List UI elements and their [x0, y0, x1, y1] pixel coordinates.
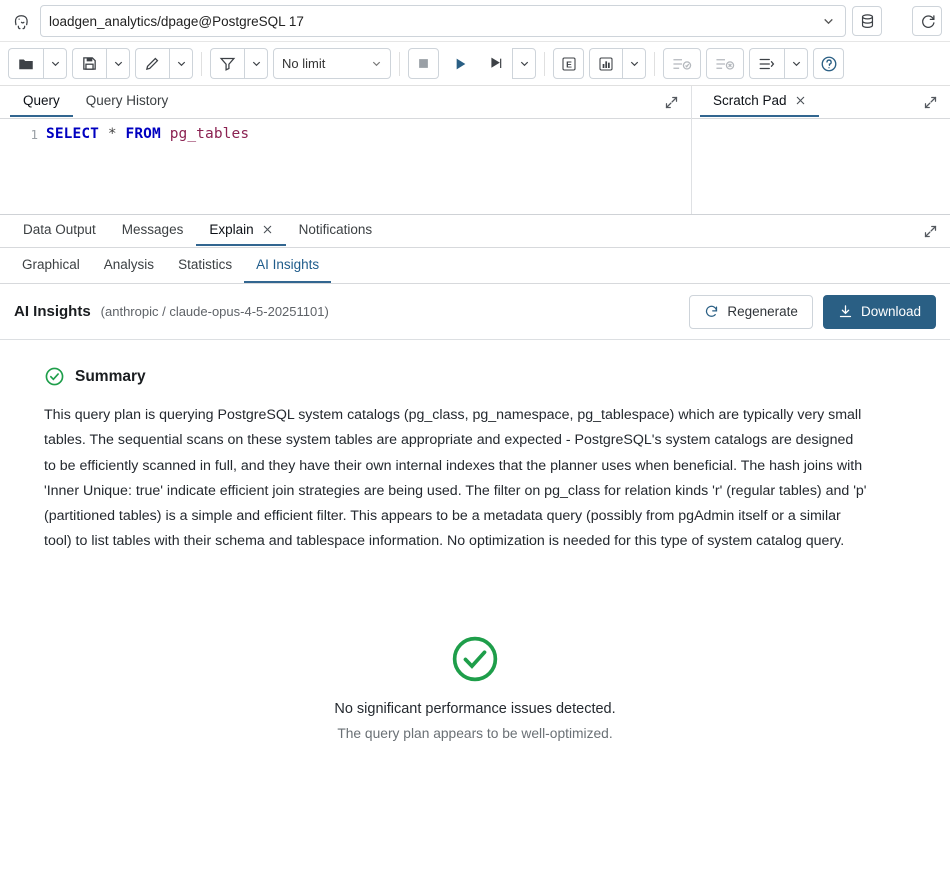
explain-close-x-icon[interactable] — [262, 224, 273, 235]
verdict-block — [44, 633, 906, 741]
stop-square-icon[interactable] — [408, 48, 439, 79]
query-tabrow — [0, 86, 691, 119]
divider — [399, 52, 400, 76]
summary-header — [44, 366, 906, 387]
explain-analyze-chart-icon[interactable] — [589, 48, 622, 79]
refresh-icon — [704, 304, 719, 319]
check-circle-icon — [44, 366, 65, 387]
summary-title: Summary — [75, 367, 146, 385]
tab-query-history[interactable]: Query History — [85, 93, 169, 108]
open-file-group — [8, 48, 67, 79]
divider — [201, 52, 202, 76]
scratch-pad-panel — [692, 86, 950, 214]
scratch-expand-diagonal-icon[interactable] — [911, 95, 950, 110]
pencil-icon[interactable] — [135, 48, 169, 79]
reset-layout-icon[interactable] — [912, 6, 942, 36]
sql-table-name: pg_tables — [169, 126, 250, 142]
funnel-icon[interactable] — [210, 48, 244, 79]
divider — [654, 52, 655, 76]
filter-chevron-down-icon[interactable] — [244, 48, 268, 79]
row-limit-select[interactable] — [273, 48, 391, 79]
explain-chevron-down-icon[interactable] — [622, 48, 646, 79]
open-file-chevron-down-icon[interactable] — [43, 48, 67, 79]
tab-data-output[interactable]: Data Output — [23, 222, 96, 237]
save-chevron-down-icon[interactable] — [106, 48, 130, 79]
svg-text:E: E — [565, 58, 572, 69]
scratch-pad-label: Scratch Pad — [713, 93, 787, 108]
postgres-elephant-icon[interactable] — [8, 6, 34, 36]
subtab-graphical[interactable]: Graphical — [22, 256, 80, 272]
regenerate-label: Regenerate — [727, 304, 798, 319]
save-icon[interactable] — [72, 48, 106, 79]
results-panel — [0, 214, 950, 887]
macros-chevron-down-icon[interactable] — [784, 48, 808, 79]
chevron-down-icon[interactable] — [822, 15, 835, 28]
subtab-statistics[interactable]: Statistics — [178, 256, 233, 272]
expand-diagonal-icon[interactable] — [652, 95, 691, 110]
editor-split — [0, 86, 950, 214]
line-number-gutter — [0, 119, 46, 214]
download-label: Download — [860, 304, 921, 319]
connection-bar — [0, 0, 950, 42]
edit-group — [135, 48, 193, 79]
folder-open-icon[interactable] — [8, 48, 43, 79]
sql-editor[interactable] — [0, 119, 691, 214]
tab-scratch-pad[interactable] — [700, 87, 819, 117]
ai-insights-title: AI Insights — [14, 303, 91, 320]
list-menu-icon[interactable] — [749, 48, 784, 79]
verdict-secondary-text: The query plan appears to be well-optimized. — [337, 725, 613, 741]
ai-insights-header — [0, 284, 950, 340]
query-panel — [0, 86, 692, 214]
results-tabrow — [0, 215, 950, 248]
download-arrow-icon — [838, 304, 853, 319]
download-button[interactable] — [823, 295, 936, 329]
divider — [544, 52, 545, 76]
ai-insights-body — [0, 340, 950, 887]
sql-code[interactable] — [46, 119, 691, 214]
rollback-icon[interactable] — [706, 48, 744, 79]
tab-messages[interactable]: Messages — [121, 222, 184, 237]
close-x-icon[interactable] — [795, 95, 806, 106]
summary-text: This query plan is querying PostgreSQL system catalogs (pg_class, pg_namespace, pg_tablespace) which are typically very small tables. The sequential scans on these system tables are appropriate and expected - PostgreSQL's system catalogs are designed to be efficiently scanned in full, and they have their own internal indexes that the planner uses when beneficial. The hash joins with 'Inner Unique: true' indicate efficient join strategies are being used. The filter on pg_class for relation kinds 'r' (regular tables) and 'p' (partitioned tables) is a simple and efficient filter. This appears to be a metadata query (possibly from pgAdmin itself or a similar tool) to list tables with their schema and tablespace information. No optimization is needed for this type of system catalog query. — [44, 407, 867, 550]
ai-model-label: (anthropic / claude-opus-4-5-20251101) — [100, 304, 329, 319]
sql-star-glyph: * — [107, 126, 117, 142]
macros-group — [749, 48, 808, 79]
row-limit-value: No limit — [282, 56, 326, 71]
edit-chevron-down-icon[interactable] — [169, 48, 193, 79]
verdict-primary-text: No significant performance issues detected. — [334, 700, 616, 717]
sql-keyword-select: SELECT — [46, 126, 99, 142]
save-file-group — [72, 48, 130, 79]
explain-e-icon[interactable] — [553, 48, 584, 79]
explain-subtabs — [0, 248, 950, 284]
database-stack-icon[interactable] — [852, 6, 882, 36]
help-question-icon[interactable] — [813, 48, 844, 79]
scratch-tabrow — [692, 86, 950, 119]
tab-explain-label: Explain — [209, 222, 254, 237]
sql-keyword-from: FROM — [125, 126, 161, 142]
large-check-circle-icon — [449, 633, 501, 685]
filter-group — [210, 48, 268, 79]
explain-analyze-group — [589, 48, 646, 79]
tab-notifications[interactable]: Notifications — [298, 222, 373, 237]
execute-chevron-down-icon[interactable] — [512, 48, 536, 79]
sql-star — [99, 126, 108, 142]
results-expand-diagonal-icon[interactable] — [911, 224, 950, 239]
tab-query[interactable]: Query — [10, 87, 73, 117]
scratch-pad-textarea[interactable] — [692, 119, 950, 214]
commit-icon[interactable] — [663, 48, 701, 79]
connection-string: loadgen_analytics/dpage@PostgreSQL 17 — [49, 13, 304, 29]
play-flag-icon[interactable] — [480, 48, 512, 79]
subtab-ai-insights[interactable]: AI Insights — [244, 249, 331, 283]
connection-select[interactable] — [40, 5, 846, 37]
query-toolbar — [0, 42, 950, 86]
tab-explain[interactable] — [196, 216, 285, 246]
play-icon[interactable] — [444, 48, 475, 79]
subtab-analysis[interactable]: Analysis — [103, 256, 155, 272]
execute-options-group — [480, 48, 536, 79]
regenerate-button[interactable] — [689, 295, 813, 329]
line-number: 1 — [30, 127, 38, 142]
limit-chevron-down-icon[interactable] — [371, 58, 382, 69]
